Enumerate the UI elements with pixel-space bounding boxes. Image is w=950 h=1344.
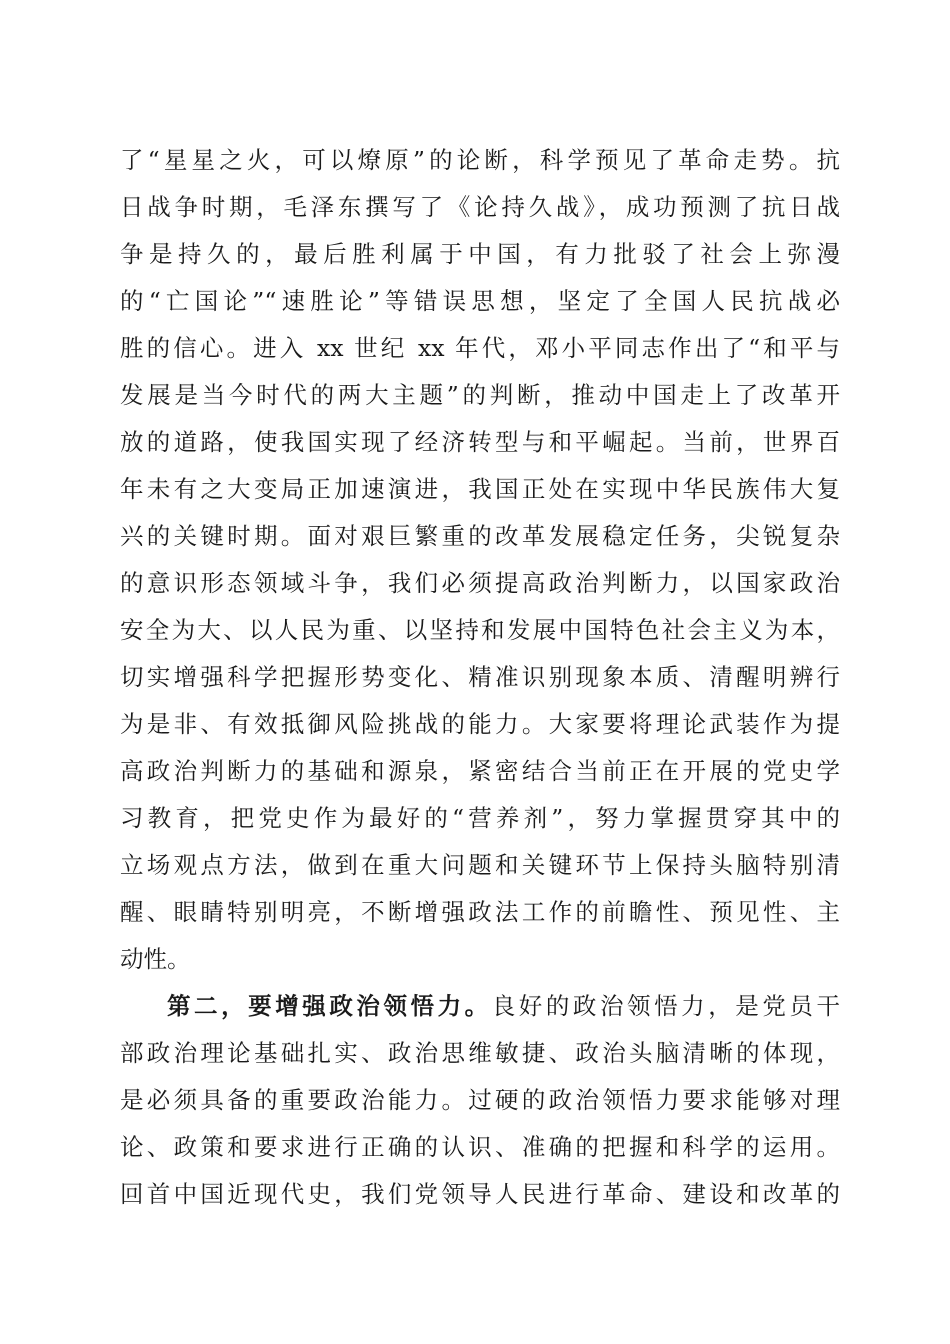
text-line: 是必须具备的重要政治能力。过硬的政治领悟力要求能够对理	[120, 1086, 840, 1114]
text-line	[120, 983, 840, 1030]
text-line: 年未有之大变局正加速演进，我国正处在实现中华民族伟大复	[120, 475, 840, 503]
text-line: 回首中国近现代史，我们党领导人民进行革命、建设和改革的	[120, 1180, 840, 1208]
text-line: 放的道路，使我国实现了经济转型与和平崛起。当前，世界百	[120, 428, 840, 456]
text-line: 论、政策和要求进行正确的认识、准确的把握和科学的运用。	[120, 1133, 840, 1161]
text-line: 日战争时期，毛泽东撰写了《论持久战》，成功预测了抗日战	[120, 193, 840, 221]
heading-line-text: 良好的政治领悟力，是党员干	[491, 992, 840, 1020]
text-line: 兴的关键时期。面对艰巨繁重的改革发展稳定任务，尖锐复杂	[120, 522, 840, 550]
text-line: 习教育，把党史作为最好的“营养剂”，努力掌握贯穿其中的	[120, 804, 840, 832]
text-line: 的意识形态领域斗争，我们必须提高政治判断力，以国家政治	[120, 569, 840, 597]
body-text	[120, 137, 840, 1218]
text-line: 胜的信心。进入 xx 世纪 xx 年代，邓小平同志作出了“和平与	[120, 334, 840, 362]
text-line: 了“星星之火，可以燎原”的论断，科学预见了革命走势。抗	[120, 146, 840, 174]
text-line: 的“亡国论”“速胜论”等错误思想，坚定了全国人民抗战必	[120, 287, 840, 315]
text-line: 高政治判断力的基础和源泉，紧密结合当前正在开展的党史学	[120, 757, 840, 785]
text-line: 为是非、有效抵御风险挑战的能力。大家要将理论武装作为提	[120, 710, 840, 738]
section-heading: 第二，要增强政治领悟力。	[167, 992, 492, 1020]
text-line: 部政治理论基础扎实、政治思维敏捷、政治头脑清晰的体现，	[120, 1039, 840, 1067]
text-line: 切实增强科学把握形势变化、精准识别现象本质、清醒明辨行	[120, 663, 840, 691]
text-line: 立场观点方法，做到在重大问题和关键环节上保持头脑特别清	[120, 851, 840, 879]
paragraph-2	[120, 983, 840, 1218]
text-line: 发展是当今时代的两大主题”的判断，推动中国走上了改革开	[120, 381, 840, 409]
text-line: 争是持久的，最后胜利属于中国，有力批驳了社会上弥漫	[120, 240, 840, 268]
text-line: 安全为大、以人民为重、以坚持和发展中国特色社会主义为本，	[120, 616, 840, 644]
text-line: 动性。	[120, 945, 191, 973]
paragraph-1	[120, 137, 840, 983]
text-line: 醒、眼睛特别明亮，不断增强政法工作的前瞻性、预见性、主	[120, 898, 840, 926]
